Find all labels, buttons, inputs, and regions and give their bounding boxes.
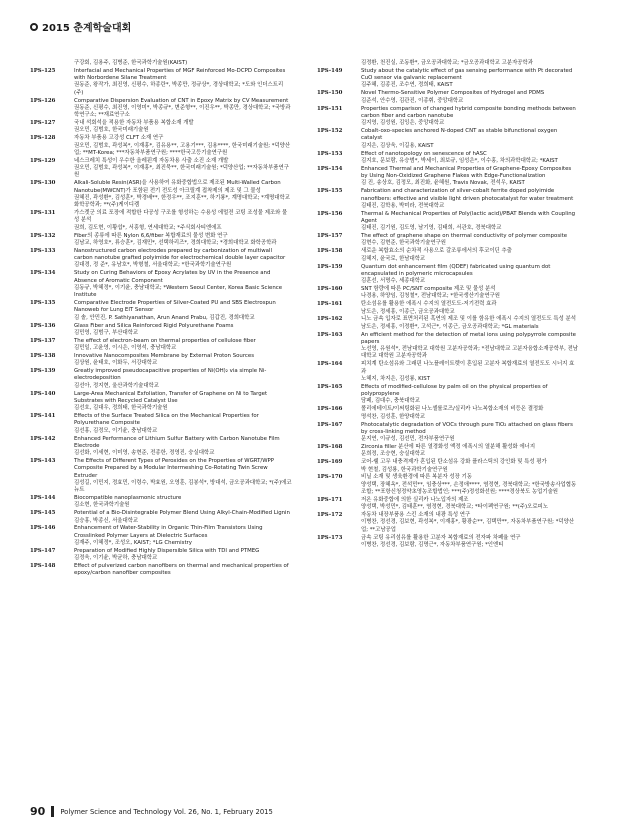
paper-authors: 나경용, 하양임, 김청철*, 전남대학교; *한국생산기술연구원 <box>361 293 500 300</box>
abstract-entry <box>317 68 579 90</box>
poster-code: 1PS-134 <box>30 270 56 277</box>
paper-title: Enhanced Thermal and Mechanical Properties of Graphene-Epoxy Composites by Using Non-Oxidized Graphene Flakes with Edge-Functionalization <box>361 165 572 180</box>
poster-code: 1PS-132 <box>30 232 56 239</box>
abstract-entry <box>317 106 579 128</box>
abstract-entry <box>30 525 292 547</box>
abstract-entry <box>30 248 292 270</box>
paper-title: SNT 함량에 따른 PC/SNT composite 제조 및 물성 분석 <box>361 286 496 293</box>
abstract-entry <box>317 316 579 331</box>
paper-authors: 이병찬, 정선경, 김보현, 곽성복*, 이재홍*, 황광순**, 김택만**, 자동차부품연구원; *덕양산업; **고남공업 <box>361 519 575 533</box>
conference-title: 2015 춘계학술대회 <box>42 23 132 34</box>
paper-title: Alkali-Soluble Resin(ASR)을 사용하여 유화중합법으로 제조된 Multi-Walled Carbon Nanotube(MWCNT)가 포함된 전기 전도성 아크릴계 접착제의 제조 및 그 물성 <box>74 180 281 194</box>
abstract-entry <box>30 323 292 338</box>
abstract-entry <box>30 135 292 157</box>
page-number: 90 <box>30 805 46 818</box>
abstract-entry <box>317 301 579 316</box>
paper-authors: 김지은, 김상욱, 이길용, KAIST <box>361 142 434 149</box>
entry-body <box>361 316 579 331</box>
abstract-entry <box>30 368 292 390</box>
poster-code: 1PS-136 <box>30 322 56 329</box>
paper-authors: 김민일, 고윤영, 이시은, 이영석, 충남대학교 <box>74 345 177 351</box>
paper-title: An efficient method for the detection of metal ions using polypyrrole composite papers <box>361 331 576 345</box>
abstract-entry <box>30 391 292 413</box>
right-column <box>317 60 579 550</box>
paper-authors: 권동준, 신평수, 최진영, 이영미*, 박종규*, 변준형**, 이진우**, 박종만, 경상대학교; *국방과학연구소; **재료연구소 <box>74 104 291 119</box>
poster-code: 1PS-154 <box>317 165 343 172</box>
entry-body <box>361 512 579 534</box>
poster-code: 1PS-146 <box>30 525 56 532</box>
paper-title: 피치계 탄소섬유와 그래핀 나노플레이트렛이 혼입된 고분자 복합재료의 열전도도 시너지 효과 <box>361 361 575 375</box>
entry-body <box>74 413 292 435</box>
entry-body <box>74 98 292 120</box>
paper-authors: 문희정, 조승현, 숭실대학교 <box>361 451 426 458</box>
paper-authors: 노혜지, 차지은, 김성룡, KIST <box>361 375 430 382</box>
poster-code: 1PS-126 <box>30 97 56 104</box>
entry-body <box>361 211 579 233</box>
paper-authors: 김정욱, 이기윤, 박균하, 충남대학교 <box>74 555 158 562</box>
entry-body <box>74 436 292 458</box>
poster-code: 1PS-149 <box>317 67 343 74</box>
paper-authors: 김지영, 김성원, 김잉은, 중앙대학교 <box>361 120 445 127</box>
poster-code: 1PS-165 <box>317 383 343 390</box>
paper-authors: 김 솔, 안민진, P. Sathiyanathan, Arun Anand Prabu, 김갑진, 경희대학교 <box>74 314 255 321</box>
paper-title: 니노 금속 입자로 표면처리된 흑연의 제조 및 이를 함유한 에폭시 수지의 열전도도 특성 분석 <box>361 316 576 323</box>
abstract-entry <box>317 361 579 383</box>
entry-body <box>74 495 292 510</box>
abstract-entry <box>30 548 292 563</box>
poster-code: 1PS-127 <box>30 120 56 127</box>
abstract-entry <box>317 286 579 301</box>
paper-title: 코어-쉘 고무 내충격제가 혼입된 탄소섬유 강화 플라스틱의 강인화 및 특성 평가 <box>361 459 547 466</box>
abstract-entry <box>317 128 579 150</box>
entry-body <box>361 166 579 188</box>
poster-code: 1PS-161 <box>317 301 343 308</box>
entry-body <box>361 60 579 67</box>
abstract-entry <box>317 151 579 166</box>
entry-body <box>361 535 579 550</box>
paper-title: 네스크레치 특성이 우수한 올레핀계 자동차용 사출 소진 소재 개발 <box>74 157 229 164</box>
poster-code: 1PS-129 <box>30 157 56 164</box>
abstract-entry <box>30 60 292 67</box>
paper-title: 자동차 부품용 고강성 CLFT 소재 연구 <box>74 135 164 142</box>
abstract-entry <box>30 353 292 368</box>
paper-title: The Effects of Different Types of Peroxides on the Properties of WGRT/WPP Composite Prepared by a Modular Intermeshing Co-Rotating Twin Screw Extruder <box>74 458 275 479</box>
abstract-entry <box>30 510 292 525</box>
paper-authors: 양성택, 박성민*, 김태훈**, 염정현, 경북대학교; *타이펙연구원; **(주)오로피노 <box>361 504 548 511</box>
paper-title: Enhancement of Water-Stability in Organic Thin-Film Transistors Using Crosslinked Polymer Layers at Dielectric Surfaces <box>74 525 263 539</box>
paper-title: 국내 석회석을 적용한 자동차 부품용 복합소재 개발 <box>74 120 194 127</box>
poster-code: 1PS-137 <box>30 337 56 344</box>
abstract-entry <box>30 120 292 135</box>
paper-title: Innovative Nanocomposites Membrane by External Proton Sources <box>74 352 255 359</box>
poster-code: 1PS-164 <box>317 361 343 368</box>
paper-title: 가스켓군 의료 포장에 적합한 다공성 구조를 형성하는 수용성 에멀젼 코팅 조성물 제조와 물성 분석 <box>74 210 288 224</box>
footer-divider <box>51 806 54 817</box>
abstract-entry <box>317 90 579 105</box>
paper-authors: 권혜진, 곽성환*, 김성훈*, 박경배**, 한정우**, 조지훈**, 하기룡*, 계명대학교; *계명대학교 화학공학과; **(주)케이디켐 <box>74 194 290 209</box>
abstract-entry <box>30 495 292 510</box>
poster-code: 1PS-143 <box>30 458 56 465</box>
entry-body <box>74 158 292 180</box>
poster-code: 1PS-151 <box>317 105 343 112</box>
abstract-entry <box>30 68 292 97</box>
entry-body <box>74 458 292 494</box>
abstract-entry <box>30 436 292 458</box>
entry-body <box>74 391 292 413</box>
entry-body <box>361 233 579 248</box>
abstract-entry <box>317 60 579 67</box>
paper-title: Greatly improved pseudocapacitive properties of Ni(OH)₂ via simple Ni-electrodeposition <box>74 368 267 382</box>
paper-authors: 김혜지, 윤국로, 한남대학교 <box>361 255 426 262</box>
entry-body <box>361 68 579 90</box>
entry-body <box>74 270 292 299</box>
abstract-entry <box>30 210 292 232</box>
poster-code: 1PS-159 <box>317 263 343 270</box>
paper-authors: 김재주, 이혜정*, 조성오, KAIST; *LG Chemistry <box>74 540 192 547</box>
poster-code: 1PS-171 <box>317 496 343 503</box>
poster-code: 1PS-128 <box>30 135 56 142</box>
entry-body <box>361 361 579 383</box>
poster-code: 1PS-125 <box>30 67 56 74</box>
page-header <box>30 19 131 34</box>
abstract-entry <box>317 422 579 444</box>
paper-authors: 권오민, 김범호, 한국미래기술원 <box>74 127 149 134</box>
poster-code: 1PS-150 <box>317 90 343 97</box>
paper-authors: 김동규, 박혜정*, 이기윤, 충남대학교; *Western Seoul Center, Korea Basic Science Institute <box>74 284 283 299</box>
entry-body <box>361 128 579 150</box>
paper-title: Zirconia filler 분산에 따른 열경화성 액정 에폭시의 열분해 활성화 에너지 <box>361 444 536 451</box>
paper-title: 자동차 내장부품용 스킨 소재의 내광 특성 연구 <box>361 512 471 519</box>
entry-body <box>361 497 579 512</box>
abstract-entry <box>317 166 579 188</box>
entry-body <box>74 233 292 248</box>
paper-authors: 이병찬, 정선경, 김보람, 김명근*, 자동차부품연구원; *인엔티 <box>361 541 504 548</box>
abstract-entry <box>317 332 579 361</box>
poster-code: 1PS-156 <box>317 210 343 217</box>
abstract-entry <box>30 98 292 120</box>
paper-authors: 양성택, 장혜옥*, 전석민**, 임충상***, 손정애****, 염정현, 경북대학교; *한국방송사업협동조합; **포항신청정약초영농조합법인; ***(주)정성화선원; ****경상북도 농업기술원 <box>361 481 577 495</box>
paper-title: Cobalt-oxo-species anchored N-doped CNT as stable bifunctional oxygen catalyst <box>361 128 558 142</box>
abstract-entry <box>317 188 579 210</box>
abstract-entry <box>317 535 579 550</box>
paper-title: Thermal & Mechanical Properties of Poly(lactic acid)/PBAT Blends with Coupling Agent <box>361 210 576 224</box>
entry-body <box>74 120 292 135</box>
paper-title: Photocatalytic degradation of VOCs through pure TiO₂ attached on glass fibers by cross-linking method <box>361 421 573 435</box>
poster-code: 1PS-160 <box>317 286 343 293</box>
entry-body <box>74 338 292 353</box>
paper-title: Nanostructured carbon electrodes prepared by carbonization of multiwall carbon nanotube grafted polyimide for electrochemical double layer capacitor <box>74 247 286 262</box>
entry-body <box>74 248 292 270</box>
paper-title: 탄소섬유를 활용한 에폭시 수지의 열전도도-저기전력 효과 <box>361 301 497 308</box>
paper-title: Enhanced Performance of Lithium Sulfur Battery with Carbon Nanotube Film Electrode <box>74 435 280 449</box>
poster-code: 1PS-168 <box>317 444 343 451</box>
entry-body <box>361 151 579 166</box>
entry-body <box>361 248 579 263</box>
paper-title: Interfacial and Mechanical Properties of MGF Reinforced Mo-DCPD Composites with Norbordene Silane Treatment <box>74 67 286 82</box>
entry-body <box>74 60 292 67</box>
poster-code: 1PS-148 <box>30 563 56 570</box>
abstract-entry <box>317 233 579 248</box>
entry-body <box>361 286 579 301</box>
entry-body <box>361 264 579 286</box>
entry-body <box>74 180 292 209</box>
poster-code: 1PS-142 <box>30 435 56 442</box>
abstract-entry <box>317 459 579 474</box>
paper-title: Large-Area Mechanical Exfoliation, Transfer of Graphene on Ni to Target Substrates with Recycled Catalyst Use <box>74 390 268 404</box>
entry-body <box>361 384 579 406</box>
poster-code: 1PS-153 <box>317 150 343 157</box>
paper-authors: 남도은, 정세흥, 이정환*, 고석근*, 이종근, 금오공과대학교; *GL materials <box>361 323 539 330</box>
paper-authors: 권희, 김도현, 이황섭*, 서흥형, 연세대학교; *주식회사티엔에프 <box>74 224 222 231</box>
paper-title: 비닐 소재 및 생육환경에 따른 복분자 성장 기동 <box>361 474 472 481</box>
paper-authors: 박 현철, 김성룡, 한국과학기술연구원 <box>361 466 448 473</box>
abstract-entry <box>317 384 579 406</box>
circle-bullet-icon <box>30 23 38 31</box>
abstract-entry <box>317 211 579 233</box>
poster-code: 1PS-130 <box>30 180 56 187</box>
poster-code: 1PS-162 <box>317 316 343 323</box>
paper-title: Glass Fiber and Silica Reinforced Rigid Polyurethane Foams <box>74 322 234 329</box>
poster-code: 1PS-135 <box>30 300 56 307</box>
paper-title: The effect of graphene shape on thermal conductivity of polymer composite <box>361 233 568 240</box>
paper-authors: 권오민, 김범호, 곽성복*, 이재홍*, 김유용**, 고용기***, 김용****, 한국미래기술원; *덕양산업; **MT-Korea; ***자동차부품연구원; ****한국고등기술연구원 <box>74 142 291 156</box>
paper-authors: 김선아, 정지현, 울산과학기술대학교 <box>74 382 159 389</box>
paper-authors: 김선화, 이세현, 이미영, 송현준, 전종한, 정영진, 숭실대학교 <box>74 450 215 457</box>
poster-code: 1PS-155 <box>317 188 343 195</box>
entry-body <box>74 548 292 563</box>
abstract-entry <box>317 248 579 263</box>
entry-body <box>361 332 579 361</box>
entry-body <box>74 525 292 547</box>
abstract-entry <box>30 413 292 435</box>
paper-authors: 김성길, 이민지, 정효민, 이령수, 박효원, 오영훈, 김봉석*, 방대석, 금오공과대학교; *(주)에코뉴트 <box>74 479 292 494</box>
paper-authors: 남도은, 정세흥, 이종근, 금오공과대학교 <box>361 308 455 315</box>
abstract-entry <box>30 233 292 248</box>
poster-code: 1PS-133 <box>30 247 56 254</box>
abstract-entry <box>30 158 292 180</box>
poster-code: 1PS-170 <box>317 474 343 481</box>
paper-authors: 김준석, 안수영, 김관진, 이종휘, 중앙대학교 <box>361 97 464 104</box>
entry-body <box>361 301 579 316</box>
paper-title: Effect of pulverized carbon nanofibers on thermal and mechanical properties of epoxy/carbon nanofiber composites <box>74 563 289 577</box>
paper-authors: 권동준, 왕작가, 최진영, 신평수, 하종란*, 박종만, 정규상*, 경상대학교; *도와 인더스트리(주) <box>74 82 284 96</box>
paper-authors: 권오민, 김범호, 곽성복*, 이재홍*, 최진묵**, 한국미래기술원; *덕양산업; **자동차부품연구원 <box>74 165 289 179</box>
paper-title: Effects of the Surface Treated Silica on the Mechanical Properties for Polyurethane Composite <box>74 413 259 427</box>
paper-title: Preparation of Modified Highly Dispersible Silica with TDI and PTMEG <box>74 547 260 554</box>
poster-code <box>30 60 74 67</box>
paper-authors: 노선영, 유원석*, 전남대학교 대학원 고분자공학과; *전남대학교 고분자융합소재공학부, 전남대학교 대학원 고분자공학과 <box>361 346 579 360</box>
paper-title: Properties comparison of changed hybrid composite bonding methods between carbon fiber and carbon nanotube <box>361 105 576 119</box>
abstract-entry <box>30 180 292 209</box>
paper-title: Potential of a Bio-Disintegrable Polymer Blend Using Alkyl-Chain-Modified Lignin <box>74 510 290 517</box>
abstract-entry <box>317 497 579 512</box>
left-column <box>30 60 292 578</box>
abstract-entry <box>317 406 579 421</box>
abstract-entry <box>317 264 579 286</box>
poster-code: 1PS-166 <box>317 406 343 413</box>
abstract-entry <box>317 474 579 496</box>
paper-authors: 김지호, 문보람, 유승범*, 박세이, 최보규, 임성은*, 이수홍, 차의과학대학교; *KAIST <box>361 157 558 164</box>
paper-authors: 담페, 김대수, 충북대학교 <box>361 398 420 405</box>
paper-title: 새로운 복합효소의 순차적 사용으로 갈조류에서의 후코이딘 추출 <box>361 248 512 255</box>
paper-authors: 김태진, 김기원, 김도영, 남기영, 김태희, 서관호, 경북대학교 <box>361 225 502 232</box>
paper-title: Novel Thermo-Sensitive Polymer Composites of Hydrogel and PDMS <box>361 90 545 97</box>
paper-title: 금속 코팅 유리섬유를 활용한 고분자 복합재료의 전자파 차폐율 연구 <box>361 534 521 541</box>
poster-code: 1PS-167 <box>317 421 343 428</box>
paper-authors: 김대경, 정 준*, 유남호*, 박형철, 서울대학교; *한국과학기술연구원 <box>74 262 232 269</box>
entry-body <box>361 188 579 210</box>
paper-authors: 김남교, 하영호*, 류승훈*, 김재민*, 선택하리즈*, 경희대학교; *경희대학교 화학공학과 <box>74 239 277 246</box>
poster-code: 1PS-140 <box>30 390 56 397</box>
paper-authors: 김 진, 송상호, 김정모, 최진화, 윤혜원, Travis Novak, 전석우, KAIST <box>361 180 525 187</box>
entry-body <box>74 210 292 232</box>
paper-authors: 김현수, 김현준, 한국과학기술연구원 <box>361 240 446 247</box>
entry-body <box>74 135 292 157</box>
paper-title: Effects of modified-cellulose by palm oil on the physical properties of polypropylene <box>361 383 548 398</box>
paper-title: Study on Curing Behaviors of Epoxy Acrylates by UV in the Presence and Absence of Aromatic Component <box>74 270 271 284</box>
entry-body <box>74 300 292 322</box>
poster-code: 1PS-172 <box>317 512 343 519</box>
poster-code: 1PS-138 <box>30 352 56 359</box>
poster-code: 1PS-163 <box>317 331 343 338</box>
entry-body <box>74 563 292 578</box>
paper-title: Fabrication and characterization of silver-cobalt ferrite doped polyimide nanofibers: effective and visible light driven photocatalyst for water treatment <box>361 188 574 202</box>
page-footer <box>30 805 273 818</box>
paper-title: 폴리에테이트/이써팅화된 나노셀룰로즈/실리카 나노복합소재의 비등온 결정화 <box>361 406 544 413</box>
paper-authors: 김선홍, 김정모, 이기윤, 충남대학교 <box>74 427 158 434</box>
entry-body <box>361 459 579 474</box>
entry-body <box>74 510 292 525</box>
poster-code: 1PS-144 <box>30 495 56 502</box>
poster-code: 1PS-145 <box>30 510 56 517</box>
entry-body <box>361 422 579 444</box>
paper-authors: 김정환, 천진실, 조동환*, 금오공과대학교; *금오공과대학교 고분자공학과 <box>361 60 533 66</box>
paper-title: Comparative Electrode Properties of Silver-Coated PU and SBS Electrospun Nanoweb for Lung EIT Sensor <box>74 300 276 314</box>
paper-authors: 김상원, 윤태호, 이화두, 서강대학교 <box>74 360 158 367</box>
poster-code: 1PS-141 <box>30 413 56 420</box>
paper-authors: 김태진, 김학용, 박미라, 전북대학교 <box>361 202 445 209</box>
paper-title: Biocompatible nanoplasmonic structure <box>74 495 182 502</box>
paper-authors: 명석찬, 김성훈, 한양대학교 <box>361 413 426 420</box>
paper-authors: 김주혜, 김종진, 조수연, 정희태, KAIST <box>361 82 453 89</box>
poster-code: 1PS-158 <box>317 248 343 255</box>
paper-title: Quantum dot enhancement film (QDEF) fabricated using quantum dot encapsulated in polymeric microcapsules <box>361 263 551 277</box>
paper-authors: 문지연, 이규성, 김선민, 전자부품연구원 <box>361 436 455 443</box>
abstract-entry <box>30 338 292 353</box>
abstract-entry <box>317 512 579 534</box>
paper-title: Effect of nanotopology on senescence of hASC <box>361 150 487 157</box>
entry-body <box>74 68 292 97</box>
paper-title: 저온 유화중합에 의한 실리카 나노입자의 제조 <box>361 496 469 503</box>
paper-title: Study about the catalytic effect of gas sensing performance with Pt decorated CuO sensor via galvanic replacement <box>361 67 573 82</box>
poster-code: 1PS-157 <box>317 233 343 240</box>
poster-code: 1PS-173 <box>317 534 343 541</box>
poster-code: 1PS-139 <box>30 368 56 375</box>
poster-code: 1PS-152 <box>317 128 343 135</box>
poster-code: 1PS-147 <box>30 547 56 554</box>
entry-body <box>74 323 292 338</box>
paper-authors: 구강회, 김용주, 김병준, 한국과학기술원(KAIST) <box>74 60 188 66</box>
entry-body <box>361 444 579 459</box>
entry-body <box>361 106 579 128</box>
paper-authors: 김선호, 김대우, 정희태, 한국과학기술원 <box>74 405 168 412</box>
entry-body <box>361 406 579 421</box>
paper-title: Fiber의 종류에 따른 Nylon 6,6/fiber 복합재료의 물성 변화 연구 <box>74 232 228 239</box>
entry-body <box>361 474 579 496</box>
abstract-entry <box>30 458 292 494</box>
abstract-entry <box>30 563 292 578</box>
paper-authors: 김승홍, 박종신, 서울대학교 <box>74 517 139 524</box>
entry-body <box>74 353 292 368</box>
abstract-entry <box>30 270 292 299</box>
paper-title: The effect of electron-beam on thermal properties of cellulose fiber <box>74 337 256 344</box>
entry-body <box>361 90 579 105</box>
paper-authors: 김민영, 김범구, 부산대학교 <box>74 329 139 336</box>
journal-info: Polymer Science and Technology Vol. 26, No. 1, February 2015 <box>60 807 273 816</box>
entry-body <box>74 368 292 390</box>
paper-title: Comparative Dispersion Evaluation of CNT in Epoxy Matrix by CV Measurement <box>74 97 289 104</box>
paper-authors: 김소현, 한국과학기술원 <box>74 502 130 509</box>
poster-code <box>317 60 361 67</box>
paper-authors: 김훈선, 서명수, 세종대학교 <box>361 278 426 285</box>
poster-code: 1PS-169 <box>317 459 343 466</box>
abstract-entry <box>317 444 579 459</box>
poster-code: 1PS-131 <box>30 210 56 217</box>
abstract-entry <box>30 300 292 322</box>
